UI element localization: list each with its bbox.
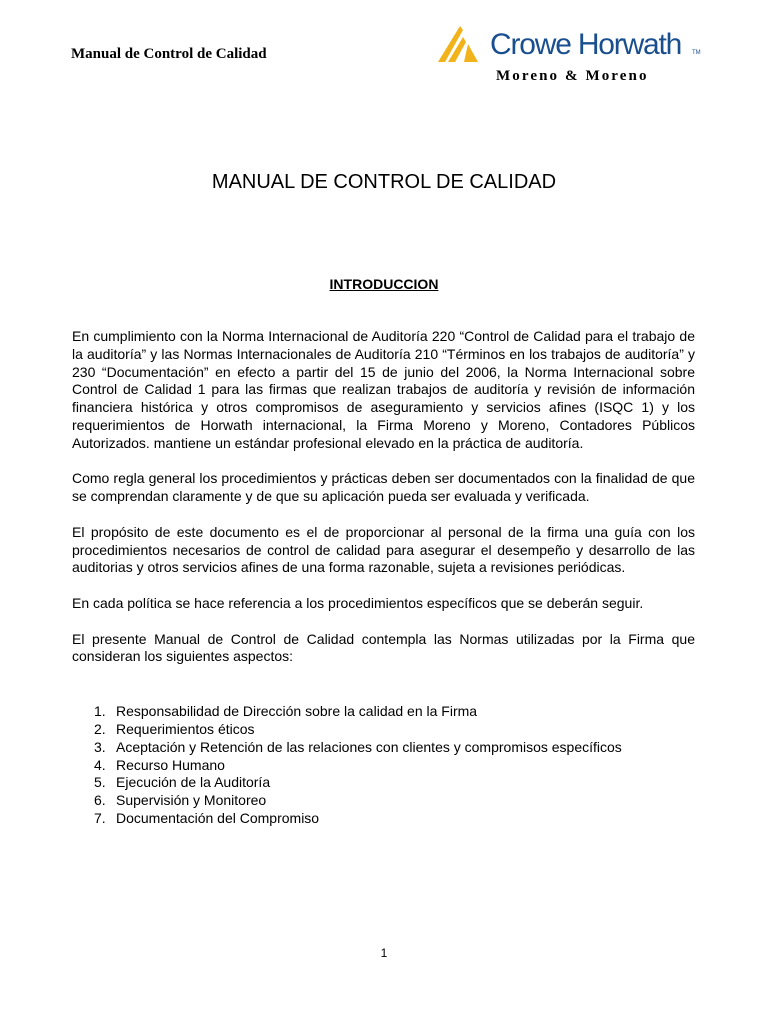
logo-subtitle: Moreno & Moreno: [496, 68, 649, 84]
document-body: [72, 328, 695, 828]
paragraph: En cada política se hace referencia a los procedimientos específicos que se deberán seguir.: [72, 594, 644, 611]
list-item-number: 3.: [94, 738, 106, 755]
list-item-text: Recurso Humano: [116, 756, 225, 773]
crowe-chevron-logo-icon: [436, 26, 480, 64]
list-item-text: Ejecución de la Auditoría: [116, 774, 271, 791]
list-item: [72, 721, 695, 739]
list-item: [72, 774, 695, 792]
aspects-list: [72, 703, 695, 828]
list-item: [72, 792, 695, 810]
list-item-text: Documentación del Compromiso: [116, 809, 320, 826]
list-item: [72, 703, 695, 721]
logo-name: Crowe Horwath: [490, 28, 682, 61]
paragraph: Como regla general los procedimientos y prácticas deben ser documentados con la finalidad de que se comprendan claramente y de que su aplicación pueda ser evaluada y verificada.: [72, 470, 695, 505]
section-heading: INTRODUCCION: [329, 276, 439, 292]
paragraph: En cumplimiento con la Norma Internacional de Auditoría 220 “Control de Calidad para el trabajo de la auditoría” y las Normas Internacionales de Auditoría 210 “Términos en los trabajos de auditoría” y 230 “Documentación” en efecto a partir del 15 de junio del 2006, la Norma Internacional sobre Control de Calidad 1 para las firmas que realizan trabajos de auditoría y revisión de información financiera histórica y otros compromisos de aseguramiento y servicios afines (ISQC 1) y los requerimientos de Horwath internacional, la Firma Moreno y Moreno, Contadores Públicos Autorizados. mantiene un estándar profesional elevado en la práctica de auditoría.: [72, 328, 695, 451]
list-item-text: Requerimientos éticos: [116, 720, 255, 737]
list-item: [72, 757, 695, 775]
crowe-horwath-logo: [436, 26, 706, 90]
list-item-text: Responsabilidad de Dirección sobre la calidad en la Firma: [116, 703, 478, 720]
list-item-number: 6.: [94, 792, 106, 809]
running-header-title: Manual de Control de Calidad: [71, 46, 267, 62]
list-item-number: 5.: [94, 774, 106, 791]
list-item: [72, 739, 695, 757]
page-number: 1: [380, 946, 388, 960]
list-item-text: Aceptación y Retención de las relaciones con clientes y compromisos específicos: [116, 738, 622, 755]
paragraph: El propósito de este documento es el de proporcionar al personal de la firma una guía con los procedimientos necesarios de control de calidad para asegurar el desempeño y desarrollo de las auditorias y otros servicios afines de una forma razonable, sujeta a revisiones periódicas.: [72, 523, 695, 576]
paragraph: El presente Manual de Control de Calidad contempla las Normas utilizadas por la Firma que consideran los siguientes aspectos:: [72, 630, 695, 665]
list-item-number: 2.: [94, 720, 106, 737]
logo-trademark: TM: [692, 50, 701, 56]
list-item: [72, 810, 695, 828]
list-item-text: Supervisión y Monitoreo: [116, 792, 267, 809]
list-item-number: 4.: [94, 756, 106, 773]
list-item-number: 1.: [94, 703, 106, 720]
document-title: MANUAL DE CONTROL DE CALIDAD: [211, 171, 557, 193]
list-item-number: 7.: [94, 809, 106, 826]
